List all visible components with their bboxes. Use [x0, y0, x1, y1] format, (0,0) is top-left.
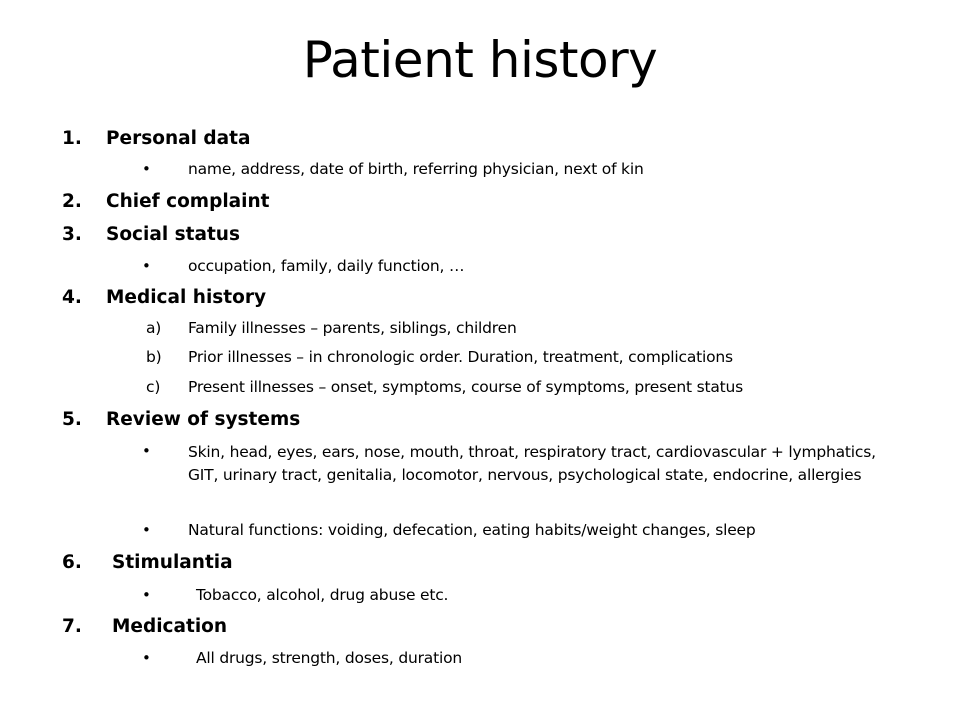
bullet-icon: • [142, 586, 151, 604]
item-text: Prior illnesses – in chronologic order. Duration, treatment, complications [188, 348, 733, 366]
section-heading: Review of systems [106, 409, 301, 430]
bullet-icon: • [142, 442, 151, 460]
item-text: Family illnesses – parents, siblings, children [188, 319, 517, 337]
section-heading: Chief complaint [106, 191, 270, 212]
section-heading: Social status [106, 224, 240, 245]
section-number: 3. [62, 224, 82, 245]
section-heading: Personal data [106, 128, 251, 149]
item-text: Present illnesses – onset, symptoms, course of symptoms, present status [188, 378, 744, 396]
bullet-icon: • [142, 521, 151, 539]
bullet-icon: • [142, 257, 151, 275]
bullet-text: Skin, head, eyes, ears, nose, mouth, throat, respiratory tract, cardiovascular + lymphatics, GIT, urinary tract, genitalia, locomotor, nervous, psychological state, endocrine, allergies [188, 443, 876, 484]
section-number: 7. [62, 616, 82, 637]
section-number: 2. [62, 191, 82, 212]
item-marker: a) [146, 319, 162, 337]
bullet-text: occupation, family, daily function, … [188, 257, 465, 275]
section-number: 6. [62, 552, 82, 573]
bullet-icon: • [142, 649, 151, 667]
bullet-text: All drugs, strength, doses, duration [196, 649, 462, 667]
bullet-text: name, address, date of birth, referring physician, next of kin [188, 160, 644, 178]
slide-title: Patient history [302, 31, 658, 89]
item-marker: c) [146, 378, 161, 396]
section-heading: Medical history [106, 287, 267, 308]
section-number: 4. [62, 287, 82, 308]
item-marker: b) [146, 348, 162, 366]
section-heading: Stimulantia [112, 552, 233, 573]
section-number: 5. [62, 409, 82, 430]
bullet-icon: • [142, 160, 151, 178]
bullet-text: Natural functions: voiding, defecation, eating habits/weight changes, sleep [188, 521, 756, 539]
bullet-text: Tobacco, alcohol, drug abuse etc. [196, 586, 449, 604]
section-number: 1. [62, 128, 82, 149]
section-heading: Medication [112, 616, 228, 637]
